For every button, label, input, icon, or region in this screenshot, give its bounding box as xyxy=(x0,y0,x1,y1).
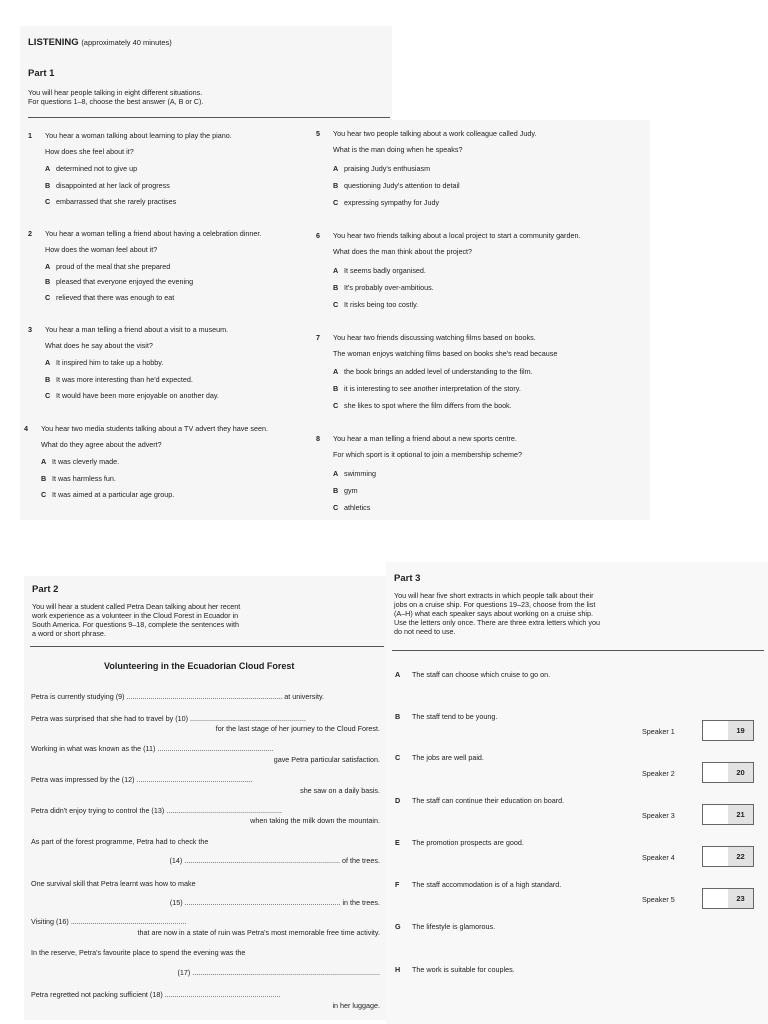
speaker-3-label: Speaker 3 xyxy=(642,811,675,820)
sentence-18[interactable]: Petra regretted not packing sufficient (18) .......................................................... xyxy=(31,990,281,999)
speaker-4-label: Speaker 4 xyxy=(642,853,675,862)
part3-option-c: C The jobs are well paid. xyxy=(395,753,484,762)
part3-intro-line: jobs on a cruise ship. For questions 19–23, choose from the list xyxy=(394,600,596,609)
part2-intro-line: South America. For questions 9–18, complete the sentences with xyxy=(32,620,239,629)
option-a[interactable]: A the book brings an added level of understanding to the film. xyxy=(333,367,533,376)
question-prompt: How does she feel about it? xyxy=(45,147,134,156)
part3-option-f: F The staff accommodation is of a high standard. xyxy=(395,880,562,889)
sentence-11-end: gave Petra particular satisfaction. xyxy=(273,755,380,764)
question-stem: You hear a man telling a friend about a visit to a museum. xyxy=(45,325,229,334)
option-c[interactable]: C It was aimed at a particular age group. xyxy=(41,490,175,499)
option-a[interactable]: A determined not to give up xyxy=(45,164,138,173)
option-c[interactable]: C she likes to spot where the film differs from the book. xyxy=(333,401,512,410)
question-stem: You hear a man telling a friend about a new sports centre. xyxy=(333,434,517,443)
speaker-4-question-number: 22 xyxy=(728,846,754,867)
question-stem: You hear two people talking about a work colleague called Judy. xyxy=(333,129,537,138)
question-number: 8 xyxy=(316,434,320,443)
part2-intro-line: You will hear a student called Petra Dean talking about her recent xyxy=(32,602,241,611)
part3-option-d: D The staff can continue their education on board. xyxy=(395,796,565,805)
sentence-9[interactable]: Petra is currently studying (9) .............................................................................. at university. xyxy=(31,692,325,701)
part2-intro-line: work experience as a volunteer in the Cloud Forest in Ecuador in xyxy=(32,611,239,620)
option-c[interactable]: C It would have been more enjoyable on another day. xyxy=(45,391,219,400)
option-b[interactable]: B It was harmless fun. xyxy=(41,474,116,483)
question-stem: You hear two friends talking about a local project to start a community garden. xyxy=(333,231,581,240)
speaker-3-answer-box[interactable] xyxy=(702,804,729,825)
listening-title: LISTENING xyxy=(28,37,79,48)
part1-intro-line: You will hear people talking in eight different situations. xyxy=(28,88,203,97)
option-c[interactable]: C embarrassed that she rarely practises xyxy=(45,197,177,206)
question-stem: You hear two media students talking about a TV advert they have seen. xyxy=(41,424,268,433)
part3-option-e: E The promotion prospects are good. xyxy=(395,838,524,847)
sentence-15[interactable]: (15) .............................................................................. in the trees. xyxy=(169,898,380,907)
part3-intro-line: You will hear five short extracts in which people talk about their xyxy=(394,591,594,600)
speaker-2-question-number: 20 xyxy=(728,762,754,783)
option-a[interactable]: A swimming xyxy=(333,469,376,478)
sentence-14-start: As part of the forest programme, Petra had to check the xyxy=(31,837,209,846)
sentence-10[interactable]: Petra was surprised that she had to travel by (10) .......................................................... xyxy=(31,714,306,723)
speaker-5-question-number: 23 xyxy=(728,888,754,909)
part1-title: Part 1 xyxy=(28,68,55,79)
question-prompt: For which sport is it optional to join a membership scheme? xyxy=(333,450,522,459)
part1-divider xyxy=(28,117,390,118)
option-b[interactable]: B gym xyxy=(333,486,358,495)
option-a[interactable]: A praising Judy's enthusiasm xyxy=(333,164,431,173)
sentence-10-end: for the last stage of her journey to the Cloud Forest. xyxy=(215,724,380,733)
part3-intro-line: Use the letters only once. There are three extra letters which you xyxy=(394,618,601,627)
question-number: 3 xyxy=(28,325,32,334)
question-prompt: What do they agree about the advert? xyxy=(41,440,162,449)
question-prompt: The woman enjoys watching films based on books she's read because xyxy=(333,349,558,358)
sentence-13-end: when taking the milk down the mountain. xyxy=(250,816,380,825)
speaker-3-question-number: 21 xyxy=(728,804,754,825)
sentence-11[interactable]: Working in what was known as the (11) .......................................................... xyxy=(31,744,274,753)
question-number: 6 xyxy=(316,231,320,240)
question-number: 5 xyxy=(316,129,320,138)
option-b[interactable]: B It's probably over-ambitious. xyxy=(333,283,434,292)
question-stem: You hear two friends discussing watching films based on books. xyxy=(333,333,536,342)
sentence-17[interactable]: (17) .............................................................................................. xyxy=(177,968,380,977)
option-a[interactable]: A It seems badly organised. xyxy=(333,266,426,275)
part3-option-g: G The lifestyle is glamorous. xyxy=(395,922,496,931)
speaker-4-answer-box[interactable] xyxy=(702,846,729,867)
part3-title: Part 3 xyxy=(394,573,421,584)
part3-option-b: B The staff tend to be young. xyxy=(395,712,498,721)
question-number: 7 xyxy=(316,333,320,342)
part3-option-h: H The work is suitable for couples. xyxy=(395,965,515,974)
option-b[interactable]: B disappointed at her lack of progress xyxy=(45,181,170,190)
part1-intro xyxy=(28,88,203,106)
part2-intro-line: a word or short phrase. xyxy=(32,629,106,638)
speaker-5-answer-box[interactable] xyxy=(702,888,729,909)
option-b[interactable]: B questioning Judy's attention to detail xyxy=(333,181,460,190)
question-prompt: What does he say about the visit? xyxy=(45,341,153,350)
sentence-17-start: In the reserve, Petra's favourite place to spend the evening was the xyxy=(31,948,246,957)
part1-intro-line: For questions 1–8, choose the best answer (A, B or C). xyxy=(28,97,204,106)
option-b[interactable]: B pleased that everyone enjoyed the evening xyxy=(45,277,194,286)
question-number: 1 xyxy=(28,131,32,140)
part2-intro xyxy=(32,602,240,638)
question-number: 2 xyxy=(28,229,32,238)
option-a[interactable]: A It was cleverly made. xyxy=(41,457,120,466)
speaker-1-answer-box[interactable] xyxy=(702,720,729,741)
option-a[interactable]: A It inspired him to take up a hobby. xyxy=(45,358,164,367)
part3-option-a: A The staff can choose which cruise to go on. xyxy=(395,670,551,679)
option-c[interactable]: C expressing sympathy for Judy xyxy=(333,198,440,207)
option-a[interactable]: A proud of the meal that she prepared xyxy=(45,262,171,271)
sentence-12[interactable]: Petra was impressed by the (12) .......................................................... xyxy=(31,775,253,784)
option-c[interactable]: C It risks being too costly. xyxy=(333,300,419,309)
option-c[interactable]: C relieved that there was enough to eat xyxy=(45,293,175,302)
speaker-1-question-number: 19 xyxy=(728,720,754,741)
question-stem: You hear a woman talking about learning to play the piano. xyxy=(45,131,232,140)
speaker-1-label: Speaker 1 xyxy=(642,727,675,736)
worksheet-title: Volunteering in the Ecuadorian Cloud Forest xyxy=(104,661,295,671)
question-prompt: What is the man doing when he speaks? xyxy=(333,145,463,154)
option-b[interactable]: B it is interesting to see another interpretation of the story. xyxy=(333,384,521,393)
sentence-12-end: she saw on a daily basis. xyxy=(300,786,380,795)
part2-title: Part 2 xyxy=(32,584,59,595)
listening-duration: (approximately 40 minutes) xyxy=(81,38,172,47)
sentence-15-start: One survival skill that Petra learnt was how to make xyxy=(31,879,196,888)
part3-intro-line: do not need to use. xyxy=(394,627,456,636)
speaker-2-answer-box[interactable] xyxy=(702,762,729,783)
part1-sheet-right xyxy=(308,120,650,520)
speaker-5-label: Speaker 5 xyxy=(642,895,675,904)
listening-header xyxy=(28,37,172,48)
question-number: 4 xyxy=(24,424,28,433)
question-stem: You hear a woman telling a friend about having a celebration dinner. xyxy=(45,229,262,238)
option-c[interactable]: C athletics xyxy=(333,503,371,512)
speaker-2-label: Speaker 2 xyxy=(642,769,675,778)
option-b[interactable]: B It was more interesting than he'd expected. xyxy=(45,375,193,384)
part3-divider xyxy=(392,650,764,651)
sentence-14[interactable]: (14) .............................................................................. of the trees. xyxy=(169,856,380,865)
question-prompt: How does the woman feel about it? xyxy=(45,245,158,254)
part3-intro xyxy=(394,591,600,636)
part2-divider xyxy=(30,646,384,647)
question-prompt: What does the man think about the project? xyxy=(333,247,473,256)
sentence-16-end: that are now in a state of ruin was Petra's most memorable free time activity. xyxy=(137,928,380,937)
part3-intro-line: (A–H) what each speaker says about working on a cruise ship. xyxy=(394,609,593,618)
sentence-18-end: in her luggage. xyxy=(332,1001,380,1010)
sentence-13[interactable]: Petra didn't enjoy trying to control the (13) .......................................................... xyxy=(31,806,283,815)
sentence-16[interactable]: Visiting (16) .......................................................... xyxy=(31,917,187,926)
